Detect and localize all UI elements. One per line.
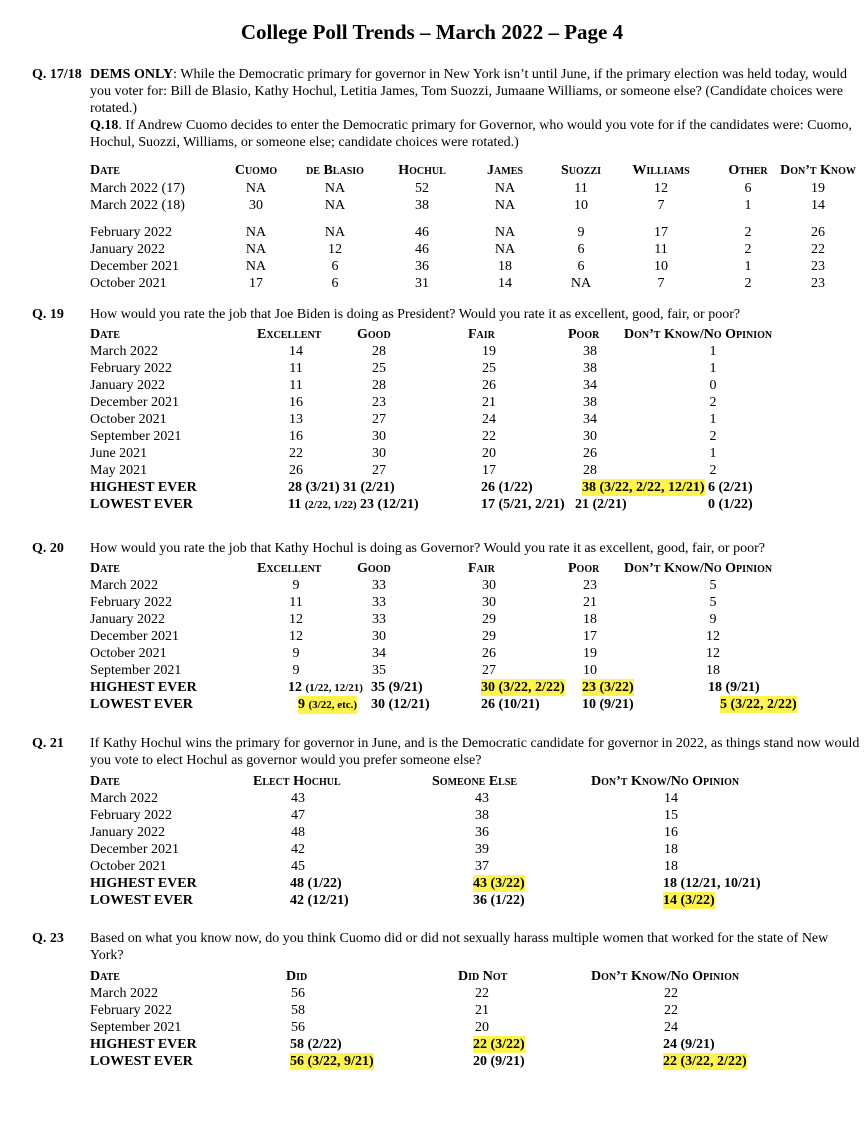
q21-text: If Kathy Hochul wins the primary for governor in June, and is the Democratic candidate for governor in 2022, as things stand now would you vote to elect Hochul as governor would you prefer someone else? bbox=[90, 736, 860, 768]
table-cell: 11 bbox=[289, 595, 303, 610]
q20-number: Q. 20 bbox=[32, 541, 64, 556]
table-row bbox=[0, 985, 864, 1002]
page-title: College Poll Trends – March 2022 – Page 4 bbox=[240, 20, 624, 44]
table-cell: 22 bbox=[664, 1003, 678, 1018]
table-cell: 26 bbox=[482, 378, 496, 393]
q20-text: How would you rate the job that Kathy Hochul is doing as Governor? Would you rate it as excellent, good, fair, or poor? bbox=[90, 541, 765, 556]
column-header: Date bbox=[90, 561, 120, 576]
table-cell: February 2022 bbox=[90, 595, 173, 610]
table-cell: 47 bbox=[291, 808, 305, 823]
table-cell: 11 (2/22, 1/22) bbox=[288, 497, 357, 512]
table-cell: 56 bbox=[291, 986, 305, 1001]
q19-text: How would you rate the job that Joe Biden is doing as President? Would you rate it as excellent, good, fair, or poor? bbox=[90, 307, 741, 322]
table-row bbox=[0, 445, 864, 462]
table-cell: 6 bbox=[331, 276, 339, 291]
table-cell: 38 bbox=[475, 808, 489, 823]
table-cell: 12 bbox=[328, 242, 342, 257]
table-cell: 11 bbox=[574, 181, 588, 196]
q17-text: : While the Democratic primary for governor in New York isn’t until June, if the primary election was held today, would you voter for: Bill de Blasio, Kathy Hochul, Letitia James, Tom Suozzi, Jumaane Williams, or someone else? (Candidate choices were rotated.) bbox=[90, 67, 848, 116]
table-cell: 33 bbox=[372, 595, 386, 610]
table-cell: 1 bbox=[744, 259, 752, 274]
table-cell: 16 bbox=[289, 429, 303, 444]
table-cell: February 2022 bbox=[90, 361, 173, 376]
table-cell: 12 bbox=[289, 629, 303, 644]
column-header: Fair bbox=[468, 327, 495, 342]
table-cell: 15 bbox=[664, 808, 678, 823]
table-cell: February 2022 bbox=[90, 225, 173, 240]
table-cell: NA bbox=[570, 276, 592, 291]
table-cell: 11 bbox=[289, 361, 303, 376]
table-cell: NA bbox=[245, 225, 267, 240]
table-cell: 28 bbox=[583, 463, 597, 478]
table-cell: 56 bbox=[291, 1020, 305, 1035]
table-cell: March 2022 (17) bbox=[90, 181, 185, 196]
table-cell: 38 bbox=[583, 361, 597, 376]
table-cell: September 2021 bbox=[90, 1020, 182, 1035]
table-cell: October 2021 bbox=[90, 276, 167, 291]
table-cell: 6 bbox=[744, 181, 752, 196]
q17-lead: DEMS ONLY bbox=[90, 67, 174, 82]
table-cell: 22 bbox=[482, 429, 496, 444]
table-cell: 36 bbox=[475, 825, 489, 840]
table-cell: 1 bbox=[709, 446, 717, 461]
table-cell: June 2021 bbox=[90, 446, 148, 461]
table-cell: NA bbox=[324, 181, 346, 196]
lowest-ever-row bbox=[0, 1053, 864, 1070]
table-cell: October 2021 bbox=[90, 646, 167, 661]
cell-note: (1/22, 12/21) bbox=[305, 682, 363, 694]
table-cell: 22 (3/22) bbox=[473, 1037, 525, 1052]
cell-note: (2/22, 1/22) bbox=[304, 499, 357, 511]
column-header: Elect Hochul bbox=[253, 774, 341, 789]
table-cell: 12 (1/22, 12/21) bbox=[288, 680, 363, 695]
table-cell: 36 bbox=[415, 259, 429, 274]
table-cell: 48 (1/22) bbox=[290, 876, 342, 891]
highest-label: HIGHEST EVER bbox=[90, 480, 197, 495]
table-cell: 21 bbox=[475, 1003, 489, 1018]
table-cell: 42 (12/21) bbox=[290, 893, 349, 908]
table-cell: 9 bbox=[292, 646, 300, 661]
column-header: Don’t Know/No Opinion bbox=[624, 327, 773, 342]
table-cell: 26 bbox=[289, 463, 303, 478]
column-header: Good bbox=[357, 327, 391, 342]
table-cell: 31 bbox=[415, 276, 429, 291]
table-cell: 6 (2/21) bbox=[708, 480, 753, 495]
table-cell: 17 bbox=[583, 629, 597, 644]
lowest-ever-row bbox=[0, 696, 864, 713]
table-cell: 58 bbox=[291, 1003, 305, 1018]
table-row bbox=[0, 462, 864, 479]
table-cell: 12 bbox=[706, 629, 720, 644]
table-cell: 6 bbox=[577, 259, 585, 274]
table-cell: 38 (3/22, 2/22, 12/21) bbox=[582, 480, 705, 495]
highest-ever-row bbox=[0, 479, 864, 496]
q18-number: Q.18 bbox=[90, 118, 119, 133]
column-header: Poor bbox=[568, 327, 600, 342]
table-cell: 2 bbox=[744, 276, 752, 291]
table-row bbox=[0, 258, 864, 275]
table-cell: 30 (12/21) bbox=[371, 697, 430, 712]
column-header: Did bbox=[286, 969, 308, 984]
table-cell: 20 bbox=[482, 446, 496, 461]
table-cell: 24 (9/21) bbox=[663, 1037, 715, 1052]
column-header: Did Not bbox=[458, 969, 508, 984]
table-cell: December 2021 bbox=[90, 629, 180, 644]
table-row bbox=[0, 628, 864, 645]
table-row bbox=[0, 1019, 864, 1036]
q21-number: Q. 21 bbox=[32, 736, 64, 751]
table-row bbox=[0, 662, 864, 679]
table-cell: 9 bbox=[292, 578, 300, 593]
column-header: Hochul bbox=[398, 163, 446, 178]
table-cell: 16 bbox=[289, 395, 303, 410]
column-header: Excellent bbox=[257, 327, 322, 342]
table-row bbox=[0, 807, 864, 824]
table-cell: 18 bbox=[664, 859, 678, 874]
table-cell: 23 bbox=[811, 276, 825, 291]
table-cell: 30 bbox=[482, 578, 496, 593]
table-cell: 23 bbox=[811, 259, 825, 274]
table-cell: March 2022 bbox=[90, 986, 159, 1001]
table-cell: 37 bbox=[475, 859, 489, 874]
table-cell: NA bbox=[324, 225, 346, 240]
table-cell: 52 bbox=[415, 181, 429, 196]
table-cell: 9 bbox=[577, 225, 585, 240]
table-cell: 43 bbox=[291, 791, 305, 806]
table-cell: 17 bbox=[482, 463, 496, 478]
q23-number: Q. 23 bbox=[32, 931, 64, 946]
table-cell: 10 bbox=[583, 663, 597, 678]
table-cell: 35 (9/21) bbox=[371, 680, 423, 695]
table-row bbox=[0, 1002, 864, 1019]
column-header: Poor bbox=[568, 561, 600, 576]
table-cell: 22 bbox=[664, 986, 678, 1001]
table-cell: 1 bbox=[709, 412, 717, 427]
table-cell: 30 bbox=[372, 429, 386, 444]
cell-note: (3/22, etc.) bbox=[308, 699, 358, 711]
table-row bbox=[0, 197, 864, 214]
table-cell: March 2022 (18) bbox=[90, 198, 185, 213]
table-cell: 30 bbox=[372, 629, 386, 644]
table-cell: 27 bbox=[372, 463, 386, 478]
table-cell: 22 (3/22, 2/22) bbox=[663, 1054, 747, 1069]
table-cell: 46 bbox=[415, 242, 429, 257]
column-header: Date bbox=[90, 774, 120, 789]
table-cell: 22 bbox=[289, 446, 303, 461]
table-cell: 38 bbox=[583, 344, 597, 359]
table-cell: 34 bbox=[583, 412, 597, 427]
column-header: Other bbox=[728, 163, 768, 178]
table-cell: 31 (2/21) bbox=[343, 480, 395, 495]
table-cell: February 2022 bbox=[90, 1003, 173, 1018]
lowest-label: LOWEST EVER bbox=[90, 893, 193, 908]
table-cell: 18 bbox=[583, 612, 597, 627]
table-cell: January 2022 bbox=[90, 242, 166, 257]
table-row bbox=[0, 224, 864, 241]
table-cell: NA bbox=[494, 225, 516, 240]
table-cell: NA bbox=[494, 242, 516, 257]
table-cell: January 2022 bbox=[90, 825, 166, 840]
lowest-label: LOWEST EVER bbox=[90, 1054, 193, 1069]
table-cell: 30 bbox=[482, 595, 496, 610]
table-cell: October 2021 bbox=[90, 412, 167, 427]
table-cell: 14 bbox=[498, 276, 512, 291]
table-cell: March 2022 bbox=[90, 578, 159, 593]
table-cell: 13 bbox=[289, 412, 303, 427]
table-row bbox=[0, 241, 864, 258]
table-row bbox=[0, 577, 864, 594]
table-cell: January 2022 bbox=[90, 612, 166, 627]
table-cell: 42 bbox=[291, 842, 305, 857]
table-cell: 0 (1/22) bbox=[708, 497, 753, 512]
table-cell: 1 bbox=[709, 344, 717, 359]
table-cell: 5 (3/22, 2/22) bbox=[720, 697, 797, 712]
column-header: Date bbox=[90, 327, 120, 342]
table-cell: 24 bbox=[482, 412, 496, 427]
table-cell: 29 bbox=[482, 629, 496, 644]
table-cell: 28 bbox=[372, 378, 386, 393]
table-cell: 12 bbox=[654, 181, 668, 196]
table-cell: September 2021 bbox=[90, 663, 182, 678]
table-cell: 28 bbox=[372, 344, 386, 359]
table-cell: 0 bbox=[709, 378, 717, 393]
table-cell: 30 bbox=[372, 446, 386, 461]
table-cell: 21 (2/21) bbox=[575, 497, 627, 512]
table-cell: 35 bbox=[372, 663, 386, 678]
table-row bbox=[0, 428, 864, 445]
highest-ever-row bbox=[0, 1036, 864, 1053]
table-row bbox=[0, 275, 864, 292]
table-cell: 16 bbox=[664, 825, 678, 840]
highest-ever-row bbox=[0, 875, 864, 892]
table-cell: NA bbox=[245, 181, 267, 196]
table-cell: 5 bbox=[709, 578, 717, 593]
table-cell: 12 bbox=[289, 612, 303, 627]
table-cell: 1 bbox=[709, 361, 717, 376]
table-cell: 43 bbox=[475, 791, 489, 806]
table-cell: 26 bbox=[482, 646, 496, 661]
table-cell: NA bbox=[494, 181, 516, 196]
column-header: Excellent bbox=[257, 561, 322, 576]
table-cell: 26 bbox=[583, 446, 597, 461]
table-cell: 14 (3/22) bbox=[663, 893, 715, 908]
q19-number: Q. 19 bbox=[32, 307, 64, 322]
table-cell: NA bbox=[245, 242, 267, 257]
table-cell: NA bbox=[324, 198, 346, 213]
table-cell: 18 bbox=[664, 842, 678, 857]
table-cell: 18 (12/21, 10/21) bbox=[663, 876, 761, 891]
column-header: Someone Else bbox=[432, 774, 518, 789]
lowest-label: LOWEST EVER bbox=[90, 697, 193, 712]
table-cell: 43 (3/22) bbox=[473, 876, 525, 891]
table-cell: 18 (9/21) bbox=[708, 680, 760, 695]
table-cell: 6 bbox=[331, 259, 339, 274]
table-cell: 6 bbox=[577, 242, 585, 257]
table-cell: 39 bbox=[475, 842, 489, 857]
table-header-row bbox=[0, 326, 864, 343]
table-cell: 14 bbox=[289, 344, 303, 359]
table-row bbox=[0, 377, 864, 394]
table-cell: 23 bbox=[583, 578, 597, 593]
table-cell: March 2022 bbox=[90, 791, 159, 806]
table-cell: December 2021 bbox=[90, 395, 180, 410]
column-header: Fair bbox=[468, 561, 495, 576]
table-cell: 17 bbox=[654, 225, 668, 240]
table-cell: 2 bbox=[709, 395, 717, 410]
table-cell: 9 bbox=[292, 663, 300, 678]
table-cell: 34 bbox=[372, 646, 386, 661]
table-cell: 23 (3/22) bbox=[582, 680, 634, 695]
column-header: Don’t Know/No Opinion bbox=[624, 561, 773, 576]
table-cell: 36 (1/22) bbox=[473, 893, 525, 908]
column-header: Williams bbox=[632, 163, 690, 178]
column-header: Don’t Know/No Opinion bbox=[591, 969, 740, 984]
table-cell: 29 bbox=[482, 612, 496, 627]
table-header-row bbox=[0, 560, 864, 577]
table-cell: 7 bbox=[657, 198, 665, 213]
table-cell: 56 (3/22, 9/21) bbox=[290, 1054, 374, 1069]
column-header: James bbox=[487, 163, 523, 178]
table-cell: 34 bbox=[583, 378, 597, 393]
table-cell: 14 bbox=[811, 198, 825, 213]
table-cell: 7 bbox=[657, 276, 665, 291]
column-header: Don’t Know bbox=[780, 163, 856, 178]
table-cell: 19 bbox=[811, 181, 825, 196]
table-cell: 11 bbox=[289, 378, 303, 393]
table-cell: 18 bbox=[706, 663, 720, 678]
table-cell: May 2021 bbox=[90, 463, 148, 478]
highest-ever-row bbox=[0, 679, 864, 696]
table-cell: 26 bbox=[811, 225, 825, 240]
table-cell: 26 (10/21) bbox=[481, 697, 540, 712]
table-cell: 17 bbox=[249, 276, 263, 291]
table-cell: 38 bbox=[583, 395, 597, 410]
table-cell: October 2021 bbox=[90, 859, 167, 874]
highest-label: HIGHEST EVER bbox=[90, 876, 197, 891]
table-cell: 20 bbox=[475, 1020, 489, 1035]
table-cell: 12 bbox=[706, 646, 720, 661]
table-cell: 21 bbox=[482, 395, 496, 410]
table-cell: 58 (2/22) bbox=[290, 1037, 342, 1052]
highest-label: HIGHEST EVER bbox=[90, 680, 197, 695]
table-row bbox=[0, 343, 864, 360]
table-cell: 27 bbox=[372, 412, 386, 427]
table-row bbox=[0, 360, 864, 377]
table-row bbox=[0, 645, 864, 662]
q23-text: Based on what you know now, do you think Cuomo did or did not sexually harass multiple women that worked for the state of New York? bbox=[90, 931, 829, 963]
table-cell: 18 bbox=[498, 259, 512, 274]
table-cell: December 2021 bbox=[90, 842, 180, 857]
column-header: Suozzi bbox=[560, 163, 602, 178]
table-cell: 22 bbox=[475, 986, 489, 1001]
table-row bbox=[0, 790, 864, 807]
column-header: Date bbox=[90, 969, 120, 984]
table-cell: 10 (9/21) bbox=[582, 697, 634, 712]
table-cell: NA bbox=[494, 198, 516, 213]
table-row bbox=[0, 824, 864, 841]
column-header: Cuomo bbox=[234, 163, 278, 178]
table-cell: 46 bbox=[415, 225, 429, 240]
column-header: Good bbox=[357, 561, 391, 576]
table-cell: 23 bbox=[372, 395, 386, 410]
table-cell: 38 bbox=[415, 198, 429, 213]
table-cell: 20 (9/21) bbox=[473, 1054, 525, 1069]
table-row bbox=[0, 841, 864, 858]
table-header-row bbox=[0, 162, 864, 179]
table-cell: 2 bbox=[709, 429, 717, 444]
table-cell: 10 bbox=[654, 259, 668, 274]
table-cell: 11 bbox=[654, 242, 668, 257]
table-cell: 2 bbox=[709, 463, 717, 478]
table-cell: 45 bbox=[291, 859, 305, 874]
table-row bbox=[0, 394, 864, 411]
lowest-label: LOWEST EVER bbox=[90, 497, 193, 512]
table-cell: 30 bbox=[583, 429, 597, 444]
table-cell: 9 bbox=[709, 612, 717, 627]
table-cell: 28 (3/21) bbox=[288, 480, 340, 495]
table-cell: March 2022 bbox=[90, 344, 159, 359]
table-cell: 9 (3/22, etc.) bbox=[298, 697, 358, 712]
table-cell: 1 bbox=[744, 198, 752, 213]
table-row bbox=[0, 858, 864, 875]
table-row bbox=[0, 594, 864, 611]
table-cell: 22 bbox=[811, 242, 825, 257]
table-cell: 27 bbox=[482, 663, 496, 678]
table-cell: 19 bbox=[482, 344, 496, 359]
table-cell: NA bbox=[245, 259, 267, 274]
table-cell: 33 bbox=[372, 612, 386, 627]
highest-label: HIGHEST EVER bbox=[90, 1037, 197, 1052]
lowest-ever-row bbox=[0, 892, 864, 909]
table-cell: February 2022 bbox=[90, 808, 173, 823]
table-cell: 21 bbox=[583, 595, 597, 610]
table-cell: 24 bbox=[664, 1020, 678, 1035]
table-cell: 5 bbox=[709, 595, 717, 610]
table-row bbox=[0, 180, 864, 197]
column-header: de Blasio bbox=[306, 163, 364, 178]
lowest-ever-row bbox=[0, 496, 864, 513]
q18-text: . If Andrew Cuomo decides to enter the Democratic primary for Governor, who would you vote for if the candidates were: Cuomo, Hochul, Suozzi, Williams, or someone else; candidate choices were rotated.) bbox=[90, 118, 852, 150]
column-header: Date bbox=[90, 163, 120, 178]
table-row bbox=[0, 411, 864, 428]
table-cell: 14 bbox=[664, 791, 678, 806]
table-cell: 33 bbox=[372, 578, 386, 593]
table-cell: 48 bbox=[291, 825, 305, 840]
table-cell: 10 bbox=[574, 198, 588, 213]
table-header-row bbox=[0, 968, 864, 985]
table-cell: 23 (12/21) bbox=[360, 497, 419, 512]
q17-number: Q. 17/18 bbox=[32, 67, 82, 82]
table-cell: 30 (3/22, 2/22) bbox=[481, 680, 565, 695]
table-header-row bbox=[0, 773, 864, 790]
table-cell: 26 (1/22) bbox=[481, 480, 533, 495]
table-cell: December 2021 bbox=[90, 259, 180, 274]
table-cell: 2 bbox=[744, 225, 752, 240]
table-cell: 19 bbox=[583, 646, 597, 661]
table-cell: 30 bbox=[249, 198, 263, 213]
table-cell: 25 bbox=[482, 361, 496, 376]
table-cell: 17 (5/21, 2/21) bbox=[481, 497, 565, 512]
table-cell: January 2022 bbox=[90, 378, 166, 393]
table-row bbox=[0, 611, 864, 628]
table-cell: 25 bbox=[372, 361, 386, 376]
column-header: Don’t Know/No Opinion bbox=[591, 774, 740, 789]
table-cell: September 2021 bbox=[90, 429, 182, 444]
table-cell: 2 bbox=[744, 242, 752, 257]
